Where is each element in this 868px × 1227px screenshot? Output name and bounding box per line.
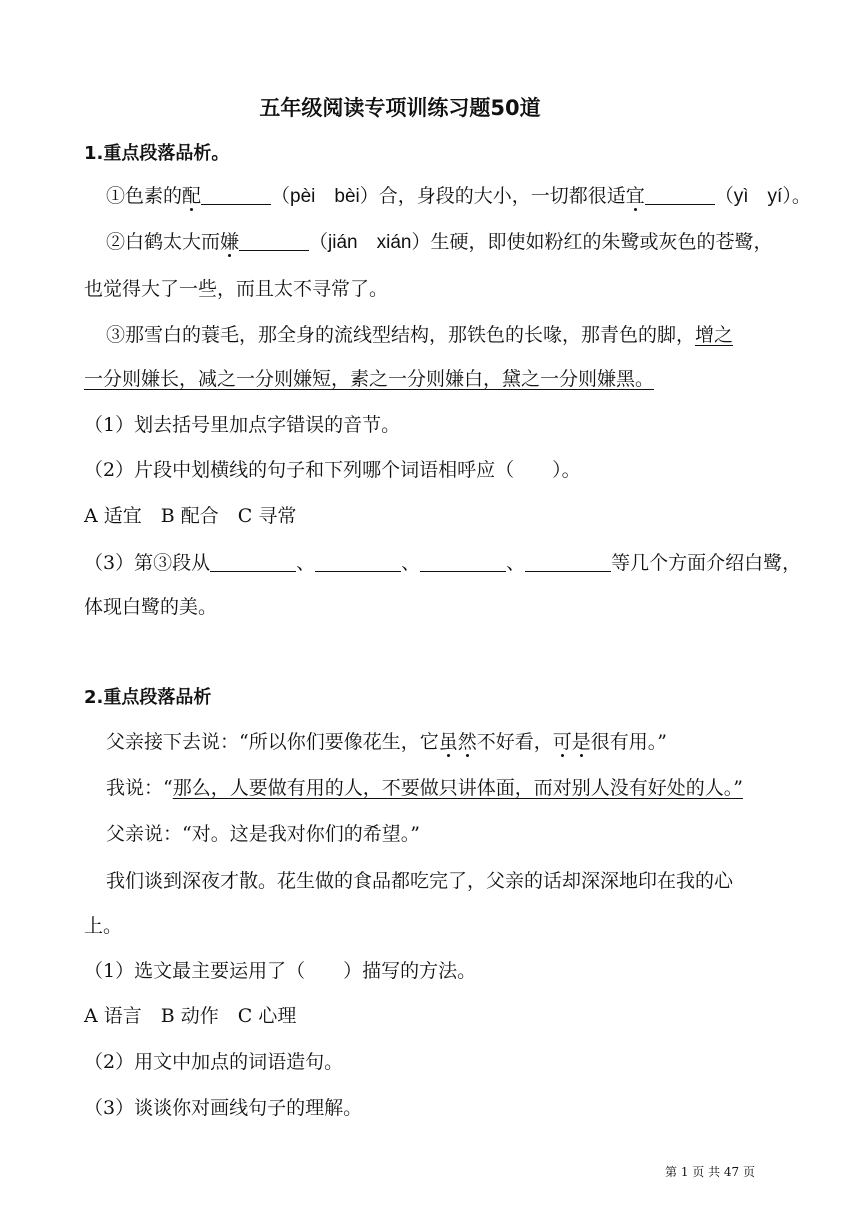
fill-blank[interactable]: [201, 184, 271, 205]
q1-paragraph-2: ②白鹤太大而嫌 （jián xián）生硬，即使如粉红的朱鹭或灰色的苍鹭，: [106, 231, 773, 253]
document-title: 五年级阅读专项训练习题50道: [259, 96, 541, 120]
fill-blank[interactable]: [645, 184, 715, 205]
q2-line-1: 父亲接下去说：“所以你们要像花生，它虽然不好看，可是很有用。”: [106, 731, 668, 753]
dotted-char: 虽: [438, 731, 458, 753]
q2-heading: 2.重点段落品析: [84, 687, 212, 708]
q1-options: A 适宜 B 配合 C 寻常: [84, 505, 297, 527]
q2-sub-question-1: （1）选文最主要运用了（ ）描写的方法。: [84, 960, 477, 982]
q2-options: A 语言 B 动作 C 心理: [84, 1005, 297, 1027]
q2-line-4-cont: 上。: [84, 915, 123, 937]
q1-paragraph-2-cont: 也觉得大了一些，而且太不寻常了。: [84, 278, 389, 300]
q1-paragraph-1: ①色素的配 （pèi bèi）合，身段的大小，一切都很适宜 （yì yí）。: [106, 185, 811, 207]
q2-line-2: 我说：“那么，人要做有用的人，不要做只讲体面，而对别人没有好处的人。”: [106, 777, 743, 799]
dotted-char: 配: [182, 185, 202, 207]
q1-sub-question-2: （2）片段中划横线的句子和下列哪个词语相呼应（ ）。: [84, 459, 581, 481]
fill-blank[interactable]: [525, 551, 611, 572]
dotted-char: 嫌: [220, 231, 240, 253]
fill-blank[interactable]: [315, 551, 401, 572]
fill-blank[interactable]: [210, 551, 296, 572]
dotted-char: 可: [552, 731, 572, 753]
q2-sub-question-2: （2）用文中加点的词语造句。: [84, 1051, 344, 1073]
q1-paragraph-3-cont: 一分则嫌长，减之一分则嫌短，素之一分则嫌白，黛之一分则嫌黑。: [84, 368, 655, 390]
underlined-sentence: 增之: [695, 324, 734, 346]
q1-sub-question-3-cont: 体现白鹭的美。: [84, 596, 218, 618]
q1-heading: 1.重点段落品析。: [84, 143, 230, 164]
q2-line-3: 父亲说：“对。这是我对你们的希望。”: [106, 823, 420, 845]
fill-blank[interactable]: [420, 551, 506, 572]
q2-sub-question-3: （3）谈谈你对画线句子的理解。: [84, 1097, 363, 1119]
q1-sub-question-3: （3）第③段从 、 、 、 等几个方面介绍白鹭，: [84, 552, 802, 574]
page-footer: 第 1 页 共 47 页: [665, 1165, 755, 1179]
dotted-char: 是: [571, 731, 591, 753]
fill-blank[interactable]: [239, 230, 309, 251]
underlined-sentence: 那么，人要做有用的人，不要做只讲体面，而对别人没有好处的人。”: [172, 777, 743, 799]
dotted-char: 宜: [625, 185, 645, 207]
q1-paragraph-3: ③那雪白的蓑毛，那全身的流线型结构，那铁色的长喙，那青色的脚，增之: [106, 324, 734, 346]
dotted-char: 然: [457, 731, 477, 753]
q2-line-4: 我们谈到深夜才散。花生做的食品都吃完了，父亲的话却深深地印在我的心: [106, 870, 734, 892]
q1-sub-question-1: （1）划去括号里加点字错误的音节。: [84, 414, 401, 436]
